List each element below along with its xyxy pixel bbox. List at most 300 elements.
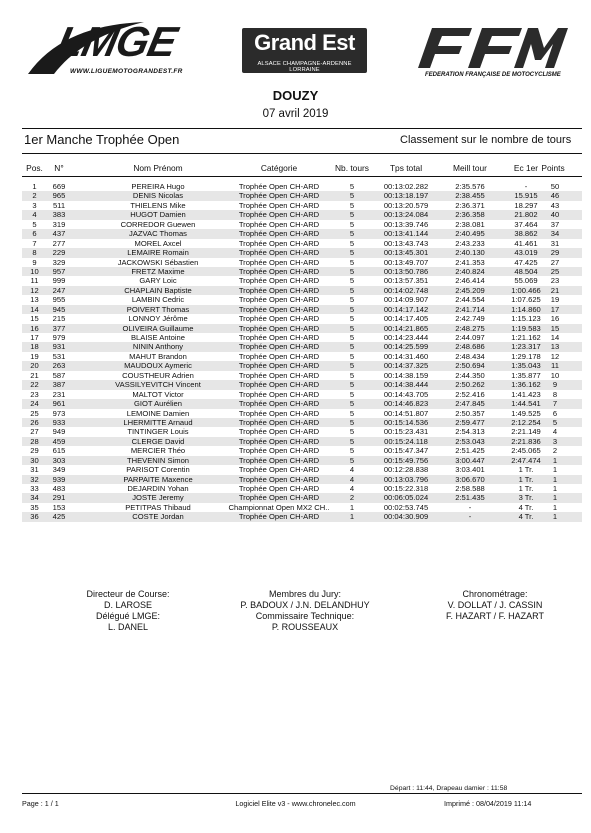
total-time-cell: 00:04:30.909 bbox=[383, 512, 429, 522]
laps-cell: 5 bbox=[349, 455, 355, 465]
table-row bbox=[22, 314, 582, 323]
rider-name-cell: GIOT Aurélien bbox=[134, 399, 182, 409]
laps-cell: 5 bbox=[349, 182, 355, 191]
laps-cell: 5 bbox=[349, 399, 355, 409]
laps-cell: 5 bbox=[349, 200, 355, 210]
best-lap-cell: 2:44.097 bbox=[455, 333, 485, 342]
bib-number-cell: 277 bbox=[52, 238, 66, 248]
bib-number-cell: 957 bbox=[52, 266, 66, 276]
points-cell: 25 bbox=[550, 266, 560, 276]
category-cell: Trophée Open CH-ARD bbox=[238, 182, 320, 191]
bib-number-cell: 931 bbox=[52, 342, 66, 352]
points-cell: 3 bbox=[552, 436, 558, 446]
bib-number-cell: 263 bbox=[52, 361, 66, 371]
total-time-cell: 00:13:20.579 bbox=[383, 200, 429, 210]
best-lap-cell: 2:52.416 bbox=[455, 389, 485, 399]
table-row bbox=[22, 418, 582, 427]
pos-cell: 7 bbox=[32, 238, 37, 248]
total-time-cell: 00:13:43.743 bbox=[383, 238, 429, 248]
gap-cell: 18.297 bbox=[514, 200, 538, 210]
points-cell: 5 bbox=[552, 417, 558, 427]
laps-cell: 5 bbox=[349, 285, 355, 295]
total-time-cell: 00:13:02.282 bbox=[383, 182, 429, 191]
category-cell: Trophée Open CH-ARD bbox=[238, 399, 320, 409]
total-time-cell: 00:14:38.444 bbox=[383, 380, 429, 390]
gap-cell: 4 Tr. bbox=[518, 502, 534, 512]
rider-name-cell: MOREL Axcel bbox=[134, 238, 182, 248]
grandest-subtitle: ALSACE CHAMPAGNE-ARDENNE LORRAINE bbox=[257, 61, 352, 73]
gap-cell: 1:19.583 bbox=[511, 323, 541, 333]
points-cell: 1 bbox=[552, 455, 558, 465]
points-cell: 16 bbox=[550, 314, 560, 324]
bib-number-cell: 615 bbox=[52, 446, 66, 456]
category-cell: Trophée Open CH-ARD bbox=[238, 417, 320, 427]
laps-cell: 5 bbox=[349, 427, 355, 437]
laps-cell: 5 bbox=[349, 238, 355, 248]
total-time-cell: 00:15:24.118 bbox=[384, 436, 428, 446]
category-cell: Trophée Open CH-ARD bbox=[238, 210, 320, 220]
category-cell: Trophée Open CH-ARD bbox=[238, 380, 320, 390]
gap-cell: 1:00.466 bbox=[511, 285, 541, 295]
pos-cell: 13 bbox=[30, 295, 39, 305]
laps-cell: 2 bbox=[349, 493, 355, 503]
laps-cell: 5 bbox=[349, 276, 355, 286]
divider bbox=[22, 793, 582, 794]
total-time-cell: 00:13:03.796 bbox=[383, 474, 429, 484]
total-time-cell: 00:13:18.197 bbox=[383, 191, 429, 201]
rider-name-cell: POIVERT Thomas bbox=[126, 304, 190, 314]
category-cell: Trophée Open CH-ARD bbox=[238, 314, 320, 324]
gap-cell: 1:23.317 bbox=[511, 342, 541, 352]
points-cell: 2 bbox=[552, 446, 558, 456]
laps-cell: 5 bbox=[349, 219, 355, 229]
pos-cell: 17 bbox=[30, 333, 39, 342]
best-lap-cell: 2:48.275 bbox=[455, 323, 485, 333]
category-cell: Trophée Open CH-ARD bbox=[238, 285, 320, 295]
table-row bbox=[22, 333, 582, 342]
points-cell: 23 bbox=[550, 276, 560, 286]
pos-cell: 5 bbox=[32, 219, 37, 229]
points-cell: 15 bbox=[550, 323, 560, 333]
rider-name-cell: THEVENIN Simon bbox=[126, 455, 190, 465]
table-row bbox=[22, 390, 582, 399]
rider-name-cell: COSTE Jordan bbox=[132, 512, 184, 522]
laps-cell: 4 bbox=[349, 474, 355, 484]
rider-name-cell: DENIS Nicolas bbox=[132, 191, 184, 201]
total-time-cell: 00:14:23.444 bbox=[383, 333, 429, 342]
pos-cell: 30 bbox=[30, 455, 39, 465]
rider-name-cell: MALTOT Victor bbox=[132, 389, 184, 399]
best-lap-cell: 2:50.357 bbox=[455, 408, 485, 418]
event-date: 07 avril 2019 bbox=[262, 108, 329, 120]
print-date: Imprimé : 08/04/2019 11:14 bbox=[444, 799, 532, 808]
gap-cell: - bbox=[524, 182, 528, 191]
best-lap-cell: 2:59.477 bbox=[455, 417, 485, 427]
total-time-cell: 00:13:50.786 bbox=[383, 266, 429, 276]
divider bbox=[22, 153, 582, 154]
rider-name-cell: FRETZ Maxime bbox=[131, 266, 185, 276]
delegate-label: Délégué LMGE: bbox=[95, 611, 161, 621]
rider-name-cell: MAHUT Brandon bbox=[129, 351, 187, 361]
points-cell: 13 bbox=[550, 342, 560, 352]
best-lap-cell: 2:48.434 bbox=[455, 351, 485, 361]
table-row bbox=[22, 409, 582, 418]
laps-cell: 5 bbox=[349, 361, 355, 371]
best-lap-cell: 3:06.670 bbox=[455, 474, 485, 484]
pos-cell: 3 bbox=[32, 200, 37, 210]
total-time-cell: 00:15:14.536 bbox=[383, 417, 429, 427]
category-cell: Trophée Open CH-ARD bbox=[238, 304, 320, 314]
bib-number-cell: 319 bbox=[52, 219, 66, 229]
total-time-cell: 00:15:49.756 bbox=[383, 455, 429, 465]
laps-cell: 1 bbox=[349, 512, 355, 522]
bib-number-cell: 231 bbox=[52, 389, 66, 399]
best-lap-cell: 2:40.824 bbox=[455, 266, 485, 276]
pos-cell: 11 bbox=[30, 276, 39, 286]
table-row bbox=[22, 465, 582, 474]
pos-cell: 1 bbox=[32, 182, 37, 191]
total-time-cell: 00:14:43.705 bbox=[383, 389, 429, 399]
total-time-cell: 00:13:49.707 bbox=[383, 257, 429, 267]
points-cell: 1 bbox=[552, 484, 558, 493]
points-cell: 1 bbox=[552, 512, 558, 522]
col-header-points: Points bbox=[541, 163, 565, 173]
best-lap-cell: 2:40.495 bbox=[455, 229, 485, 239]
total-time-cell: 00:13:41.144 bbox=[383, 229, 429, 239]
best-lap-cell: 2:42.749 bbox=[455, 314, 485, 324]
points-cell: 1 bbox=[552, 465, 558, 475]
table-row bbox=[22, 361, 582, 370]
pos-cell: 19 bbox=[30, 351, 39, 361]
total-time-cell: 00:14:25.599 bbox=[383, 342, 429, 352]
rider-name-cell: LHERMITTE Arnaud bbox=[123, 417, 193, 427]
points-cell: 12 bbox=[550, 351, 560, 361]
bib-number-cell: 945 bbox=[52, 304, 66, 314]
pos-cell: 24 bbox=[30, 399, 39, 409]
director-name: D. LAROSE bbox=[103, 600, 152, 610]
gap-cell: 1:15.123 bbox=[511, 314, 541, 324]
col-header-tours: Nb. tours bbox=[335, 163, 369, 173]
laps-cell: 5 bbox=[349, 229, 355, 239]
category-cell: Trophée Open CH-ARD bbox=[238, 455, 320, 465]
table-row bbox=[22, 267, 582, 276]
category-cell: Trophée Open CH-ARD bbox=[238, 257, 320, 267]
ffm-logo bbox=[410, 24, 570, 70]
gap-cell: 55.069 bbox=[514, 276, 538, 286]
laps-cell: 4 bbox=[349, 465, 355, 475]
rider-name-cell: CORREDOR Guewen bbox=[120, 219, 196, 229]
points-cell: 1 bbox=[552, 474, 558, 484]
pos-cell: 36 bbox=[30, 512, 39, 522]
category-cell: Trophée Open CH-ARD bbox=[238, 408, 320, 418]
rider-name-cell: MERCIER Théo bbox=[130, 446, 186, 456]
category-cell: Trophée Open CH-ARD bbox=[238, 342, 320, 352]
pos-cell: 20 bbox=[30, 361, 39, 371]
category-cell: Trophée Open CH-ARD bbox=[238, 361, 320, 371]
points-cell: 21 bbox=[550, 285, 560, 295]
pos-cell: 23 bbox=[30, 389, 39, 399]
category-cell: Trophée Open CH-ARD bbox=[238, 512, 320, 522]
best-lap-cell: 2:48.686 bbox=[455, 342, 485, 352]
officials-jury bbox=[220, 589, 390, 633]
total-time-cell: 00:14:38.159 bbox=[383, 370, 429, 380]
software-credit: Logiciel Elite v3 - www.chronelec.com bbox=[235, 799, 356, 808]
points-cell: 19 bbox=[550, 295, 560, 305]
category-cell: Trophée Open CH-ARD bbox=[238, 229, 320, 239]
pos-cell: 9 bbox=[32, 257, 37, 267]
start-info: Départ : 11:44, Drapeau damier : 11:58 bbox=[390, 785, 508, 792]
points-cell: 37 bbox=[550, 219, 560, 229]
total-time-cell: 00:14:37.325 bbox=[383, 361, 429, 371]
laps-cell: 5 bbox=[349, 333, 355, 342]
laps-cell: 5 bbox=[349, 323, 355, 333]
rider-name-cell: GARY Loic bbox=[139, 276, 177, 286]
event-place: DOUZY bbox=[272, 88, 319, 103]
gap-cell: 47.425 bbox=[514, 257, 538, 267]
race-title: 1er Manche Trophée Open bbox=[24, 132, 180, 147]
director-label: Directeur de Course: bbox=[86, 589, 170, 599]
table-row bbox=[22, 286, 582, 295]
bib-number-cell: 483 bbox=[52, 484, 66, 493]
total-time-cell: 00:14:02.748 bbox=[383, 285, 429, 295]
bib-number-cell: 383 bbox=[52, 210, 66, 220]
table-row bbox=[22, 399, 582, 408]
table-row bbox=[22, 324, 582, 333]
bib-number-cell: 669 bbox=[52, 182, 66, 191]
best-lap-cell: 2:36.371 bbox=[455, 200, 485, 210]
table-row bbox=[22, 201, 582, 210]
category-cell: Trophée Open CH-ARD bbox=[238, 389, 320, 399]
rider-name-cell: CLERGE David bbox=[131, 436, 185, 446]
divider bbox=[22, 128, 582, 129]
bib-number-cell: 939 bbox=[52, 474, 66, 484]
gap-cell: 2:12.254 bbox=[511, 417, 541, 427]
table-row bbox=[22, 191, 582, 200]
category-cell: Trophée Open CH-ARD bbox=[238, 219, 320, 229]
tech-label: Commissaire Technique: bbox=[255, 611, 355, 621]
best-lap-cell: 2:38.455 bbox=[455, 191, 485, 201]
pos-cell: 29 bbox=[30, 446, 39, 456]
gap-cell: 21.802 bbox=[514, 210, 538, 220]
pos-cell: 16 bbox=[30, 323, 39, 333]
gap-cell: 1:44.541 bbox=[511, 399, 541, 409]
points-cell: 27 bbox=[550, 257, 560, 267]
bib-number-cell: 247 bbox=[52, 285, 66, 295]
chrono-names-1: V. DOLLAT / J. CASSIN bbox=[447, 600, 543, 610]
total-time-cell: 00:14:17.405 bbox=[383, 314, 429, 324]
pos-cell: 10 bbox=[30, 266, 39, 276]
bib-number-cell: 459 bbox=[52, 436, 66, 446]
laps-cell: 5 bbox=[349, 342, 355, 352]
classification-type: Classement sur le nombre de tours bbox=[400, 134, 572, 146]
laps-cell: 5 bbox=[349, 408, 355, 418]
table-row bbox=[22, 437, 582, 446]
category-cell: Trophée Open CH-ARD bbox=[238, 276, 320, 286]
col-header-pos: Pos. bbox=[26, 163, 43, 173]
category-cell: Trophée Open CH-ARD bbox=[238, 436, 320, 446]
best-lap-cell: 2:53.043 bbox=[455, 436, 485, 446]
lmge-url: WWW.LIGUEMOTOGRANDEST.FR bbox=[70, 68, 183, 75]
table-row bbox=[22, 503, 582, 512]
total-time-cell: 00:13:57.351 bbox=[383, 276, 429, 286]
grandest-logo: Grand Est bbox=[254, 30, 355, 55]
points-cell: 46 bbox=[550, 191, 560, 201]
table-row bbox=[22, 493, 582, 502]
rider-name-cell: TINTINGER Louis bbox=[127, 427, 189, 437]
gap-cell: 1:49.525 bbox=[511, 408, 541, 418]
best-lap-cell: 2:51.435 bbox=[455, 493, 485, 503]
table-row bbox=[22, 239, 582, 248]
gap-cell: 2:47.474 bbox=[511, 455, 541, 465]
points-cell: 34 bbox=[550, 229, 560, 239]
bib-number-cell: 587 bbox=[52, 370, 66, 380]
rider-name-cell: PETITPAS Thibaud bbox=[125, 502, 191, 512]
best-lap-cell: 2:47.845 bbox=[455, 399, 485, 409]
gap-cell: 48.504 bbox=[514, 266, 538, 276]
best-lap-cell: 2:36.358 bbox=[455, 210, 485, 220]
rider-name-cell: THIELENS Mike bbox=[130, 200, 186, 210]
bib-number-cell: 965 bbox=[52, 191, 66, 201]
category-cell: Trophée Open CH-ARD bbox=[238, 446, 320, 456]
best-lap-cell: 3:00.447 bbox=[455, 455, 485, 465]
rider-name-cell: HUGOT Damien bbox=[130, 210, 186, 220]
best-lap-cell: 2:43.233 bbox=[455, 238, 485, 248]
best-lap-cell: 2:44.554 bbox=[455, 295, 485, 305]
page-number: Page : 1 / 1 bbox=[22, 799, 59, 808]
category-cell: Trophée Open CH-ARD bbox=[238, 493, 320, 503]
laps-cell: 5 bbox=[349, 304, 355, 314]
category-cell: Trophée Open CH-ARD bbox=[238, 191, 320, 201]
gap-cell: 1:36.162 bbox=[511, 380, 541, 390]
points-cell: 31 bbox=[550, 238, 560, 248]
jury-label: Membres du Jury: bbox=[268, 589, 342, 599]
best-lap-cell: 2:58.588 bbox=[455, 484, 485, 493]
lmge-logo: LMGE bbox=[53, 18, 181, 65]
total-time-cell: 00:14:21.865 bbox=[383, 323, 429, 333]
laps-cell: 5 bbox=[349, 210, 355, 220]
rider-name-cell: VASSILYEVITCH Vincent bbox=[115, 380, 201, 390]
table-row bbox=[22, 210, 582, 219]
delegate-name: L. DANEL bbox=[107, 622, 149, 632]
gap-cell: 1 Tr. bbox=[518, 465, 534, 475]
table-row bbox=[22, 182, 582, 191]
bib-number-cell: 377 bbox=[52, 323, 66, 333]
points-cell: 10 bbox=[550, 370, 560, 380]
laps-cell: 5 bbox=[349, 266, 355, 276]
rider-name-cell: NININ Anthony bbox=[132, 342, 184, 352]
laps-cell: 5 bbox=[349, 389, 355, 399]
gap-cell: 15.915 bbox=[514, 191, 538, 201]
category-cell: Trophée Open CH-ARD bbox=[238, 323, 320, 333]
table-row bbox=[22, 220, 582, 229]
rider-name-cell: LAMBIN Cedric bbox=[131, 295, 185, 305]
total-time-cell: 00:14:31.460 bbox=[383, 351, 429, 361]
table-row bbox=[22, 229, 582, 238]
table-row bbox=[22, 352, 582, 361]
table-row bbox=[22, 380, 582, 389]
rider-name-cell: PARISOT Corentin bbox=[126, 465, 190, 475]
laps-cell: 5 bbox=[349, 446, 355, 456]
table-row bbox=[22, 305, 582, 314]
rider-name-cell: JACKOWSKI Sébastien bbox=[117, 257, 199, 267]
best-lap-cell: 2:40.130 bbox=[455, 248, 485, 258]
rider-name-cell: DEJARDIN Yohan bbox=[127, 484, 189, 493]
rider-name-cell: OLIVEIRA Guillaume bbox=[122, 323, 194, 333]
gap-cell: 41.461 bbox=[514, 238, 538, 248]
bib-number-cell: 229 bbox=[52, 248, 66, 258]
pos-cell: 2 bbox=[32, 191, 37, 201]
table-row bbox=[22, 512, 582, 521]
category-cell: Trophée Open CH-ARD bbox=[238, 427, 320, 437]
col-header-gap: Ec 1er bbox=[513, 163, 539, 173]
laps-cell: 5 bbox=[349, 351, 355, 361]
total-time-cell: 00:13:39.746 bbox=[383, 219, 429, 229]
points-cell: 50 bbox=[550, 182, 560, 191]
gap-cell: 1:35.877 bbox=[511, 370, 541, 380]
pos-cell: 8 bbox=[32, 248, 37, 258]
pos-cell: 21 bbox=[30, 370, 39, 380]
points-cell: 7 bbox=[552, 399, 558, 409]
points-cell: 9 bbox=[552, 380, 558, 390]
bib-number-cell: 531 bbox=[52, 351, 66, 361]
pos-cell: 15 bbox=[30, 314, 39, 324]
officials-timing bbox=[420, 589, 570, 622]
total-time-cell: 00:13:45.301 bbox=[383, 248, 429, 258]
best-lap-cell: 3:03.401 bbox=[455, 465, 485, 475]
table-row bbox=[22, 295, 582, 304]
points-cell: 40 bbox=[550, 210, 560, 220]
gap-cell: 1:41.423 bbox=[511, 389, 541, 399]
gap-cell: 2:45.065 bbox=[511, 446, 541, 456]
total-time-cell: 00:14:46.823 bbox=[383, 399, 429, 409]
table-row bbox=[22, 342, 582, 351]
gap-cell: 1:29.178 bbox=[511, 351, 541, 361]
bib-number-cell: 291 bbox=[52, 493, 66, 503]
category-cell: Trophée Open CH-ARD bbox=[238, 333, 320, 342]
bib-number-cell: 153 bbox=[52, 502, 66, 512]
best-lap-cell: 2:46.414 bbox=[455, 276, 485, 286]
laps-cell: 1 bbox=[349, 502, 355, 512]
category-cell: Trophée Open CH-ARD bbox=[238, 351, 320, 361]
pos-cell: 14 bbox=[30, 304, 39, 314]
rider-name-cell: PARPAITE Maxence bbox=[123, 474, 193, 484]
category-cell: Trophée Open CH-ARD bbox=[238, 266, 320, 276]
points-cell: 17 bbox=[550, 304, 560, 314]
best-lap-cell: 2:45.209 bbox=[455, 285, 485, 295]
pos-cell: 6 bbox=[32, 229, 37, 239]
total-time-cell: 00:14:17.142 bbox=[383, 304, 429, 314]
points-cell: 1 bbox=[552, 502, 558, 512]
total-time-cell: 00:13:24.084 bbox=[383, 210, 429, 220]
best-lap-cell: 2:41.353 bbox=[455, 257, 485, 267]
pos-cell: 18 bbox=[30, 342, 39, 352]
pos-cell: 12 bbox=[30, 285, 39, 295]
gap-cell: 1:07.625 bbox=[511, 295, 541, 305]
category-cell: Trophée Open CH-ARD bbox=[238, 484, 320, 493]
laps-cell: 5 bbox=[349, 295, 355, 305]
rider-name-cell: MAUDOUX Aymeric bbox=[124, 361, 192, 371]
bib-number-cell: 933 bbox=[52, 417, 66, 427]
gap-cell: 37.464 bbox=[514, 219, 538, 229]
category-cell: Championnat Open MX2 CH.. bbox=[228, 502, 330, 512]
table-row bbox=[22, 475, 582, 484]
pos-cell: 34 bbox=[30, 493, 39, 503]
table-row bbox=[22, 371, 582, 380]
points-cell: 1 bbox=[552, 493, 558, 503]
laps-cell: 5 bbox=[349, 417, 355, 427]
pos-cell: 35 bbox=[30, 502, 39, 512]
pos-cell: 31 bbox=[30, 465, 39, 475]
